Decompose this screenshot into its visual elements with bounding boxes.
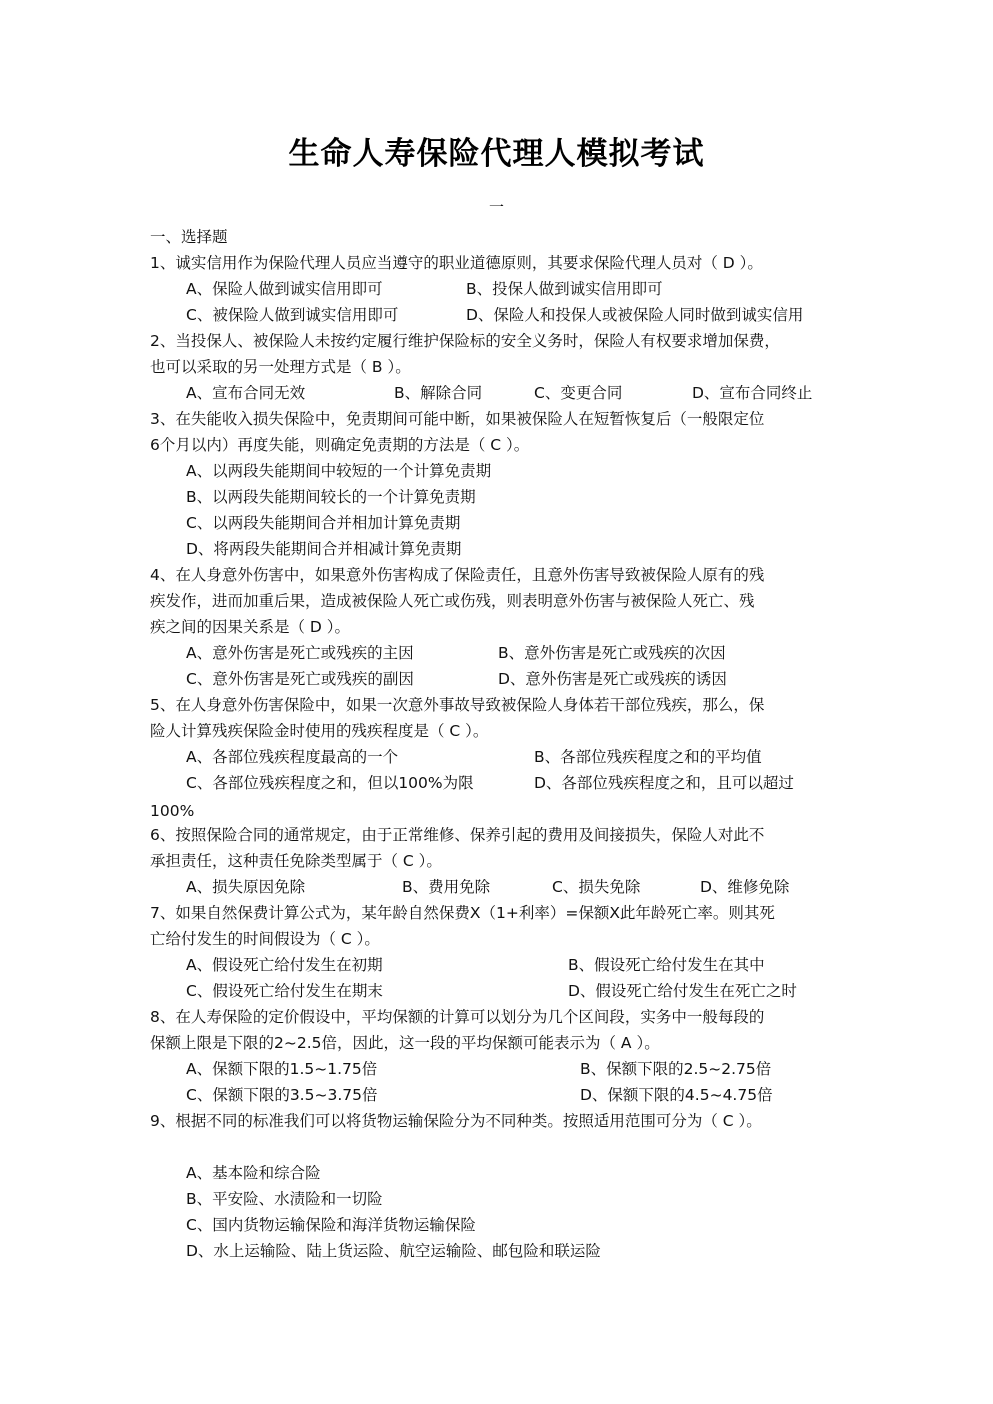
q9-option-c: C、国内货物运输保险和海洋货物运输保险 [186,1216,476,1234]
question-2-text-line2: 也可以采取的另一处理方式是（ B ）。 [150,358,411,376]
question-7-text-line2: 亡给付发生的时间假设为（ C ）。 [150,930,380,948]
page-title: 生命人寿保险代理人模拟考试 [288,136,705,172]
q9-option-a: A、基本险和综合险 [186,1164,321,1182]
q7-option-b: B、假设死亡给付发生在其中 [568,956,765,974]
question-6-text-line1: 6、按照保险合同的通常规定，由于正常维修、保养引起的费用及间接损失，保险人对此不 [150,826,765,844]
q2-option-a: A、宣布合同无效 [186,384,306,402]
question-8-text-line1: 8、在人寿保险的定价假设中，平均保额的计算可以划分为几个区间段，实务中一般每段的 [150,1008,765,1026]
q7-option-d: D、假设死亡给付发生在死亡之时 [568,982,797,1000]
section-number: 一 [488,198,504,216]
question-6-text-line2: 承担责任，这种责任免除类型属于（ C ）。 [150,852,442,870]
q8-option-c: C、保额下限的3.5~3.75倍 [186,1086,378,1104]
q7-option-c: C、假设死亡给付发生在期末 [186,982,383,1000]
q3-option-d: D、将两段失能期间合并相减计算免责期 [186,540,462,558]
question-7-text-line1: 7、如果自然保费计算公式为，某年龄自然保费X（1+利率）=保额X此年龄死亡率。则其死 [150,904,775,922]
question-4-text-line3: 疾之间的因果关系是（ D ）。 [150,618,351,636]
question-4-text-line1: 4、在人身意外伤害中，如果意外伤害构成了保险责任，且意外伤害导致被保险人原有的残 [150,566,765,584]
question-1-text: 1、诚实信用作为保险代理人员应当遵守的职业道德原则，其要求保险代理人员对（ D ）。 [150,254,763,272]
q4-option-d: D、意外伤害是死亡或残疾的诱因 [498,670,727,688]
q1-option-d: D、保险人和投保人或被保险人同时做到诚实信用 [466,306,804,324]
q8-option-a: A、保额下限的1.5~1.75倍 [186,1060,378,1078]
q6-option-a: A、损失原因免除 [186,878,306,896]
q5-option-d: D、各部位残疾程度之和，且可以超过 [534,774,794,792]
question-9-text: 9、根据不同的标准我们可以将货物运输保险分为不同种类。按照适用范围可分为（ C ）。 [150,1112,762,1130]
q6-option-c: C、损失免除 [552,878,641,896]
q3-option-b: B、以两段失能期间较长的一个计算免责期 [186,488,476,506]
question-8-text-line2: 保额上限是下限的2~2.5倍，因此，这一段的平均保额可能表示为（ A ）。 [150,1034,660,1052]
q1-option-a: A、保险人做到诚实信用即可 [186,280,383,298]
q6-option-b: B、费用免除 [402,878,491,896]
q2-option-b: B、解除合同 [394,384,483,402]
q8-option-b: B、保额下限的2.5~2.75倍 [580,1060,772,1078]
q4-option-b: B、意外伤害是死亡或残疾的次因 [498,644,726,662]
q9-option-b: B、平安险、水渍险和一切险 [186,1190,383,1208]
q2-option-d: D、宣布合同终止 [692,384,813,402]
q4-option-c: C、意外伤害是死亡或残疾的副因 [186,670,414,688]
question-2-text-line1: 2、当投保人、被保险人未按约定履行维护保险标的安全义务时，保险人有权要求增加保费， [150,332,780,350]
q8-option-d: D、保额下限的4.5~4.75倍 [580,1086,773,1104]
q3-option-c: C、以两段失能期间合并相加计算免责期 [186,514,461,532]
q1-option-b: B、投保人做到诚实信用即可 [466,280,663,298]
question-3-text-line2: 6个月以内）再度失能，则确定免责期的方法是（ C ）。 [150,436,530,454]
q3-option-a: A、以两段失能期间中较短的一个计算免责期 [186,462,492,480]
q5-option-b: B、各部位残疾程度之和的平均值 [534,748,762,766]
q4-option-a: A、意外伤害是死亡或残疾的主因 [186,644,414,662]
question-4-text-line2: 疾发作，进而加重后果，造成被保险人死亡或伤残，则表明意外伤害与被保险人死亡、残 [150,592,755,610]
q5-option-a: A、各部位残疾程度最高的一个 [186,748,399,766]
q9-option-d: D、水上运输险、陆上货运险、航空运输险、邮包险和联运险 [186,1242,601,1260]
q5-option-c: C、各部位残疾程度之和，但以100%为限 [186,774,474,792]
q1-option-c: C、被保险人做到诚实信用即可 [186,306,399,324]
q5-option-d-wrap: 100% [150,802,195,820]
question-5-text-line1: 5、在人身意外伤害保险中，如果一次意外事故导致被保险人身体若干部位残疾，那么，保 [150,696,765,714]
q2-option-c: C、变更合同 [534,384,623,402]
q7-option-a: A、假设死亡给付发生在初期 [186,956,383,974]
q6-option-d: D、维修免除 [700,878,790,896]
section-heading: 一、选择题 [150,228,228,246]
question-5-text-line2: 险人计算残疾保险金时使用的残疾程度是（ C ）。 [150,722,489,740]
question-3-text-line1: 3、在失能收入损失保险中，免责期间可能中断，如果被保险人在短暂恢复后（一般限定位 [150,410,765,428]
